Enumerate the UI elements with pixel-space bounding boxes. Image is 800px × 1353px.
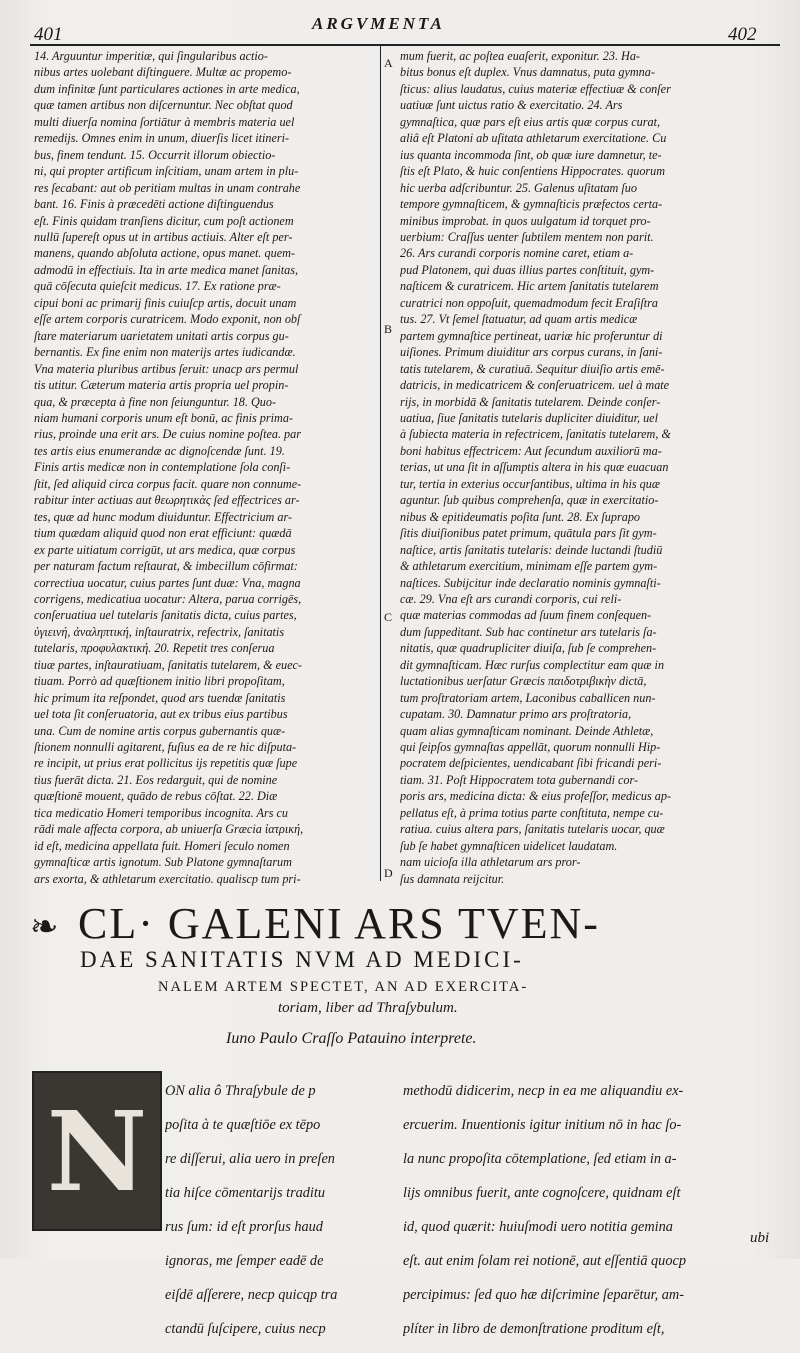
column-divider	[380, 45, 381, 881]
text-line: ſtare materiarum uarietatem unitati artis corpus gu-	[34, 328, 289, 343]
body-line: ercuerim. Inuentionis igitur initium nō in hac ſo-	[403, 1117, 682, 1134]
text-line: hic primum ita reſpondet, quod ars tuendæ ſanitatis	[34, 690, 286, 705]
text-line: tes, quæ ad hunc modum diuiduntur. Effectricium ar-	[34, 509, 293, 524]
text-line: quæ materias commodas ad ſuum finem conſequen-	[400, 608, 652, 623]
body-line: re diſſerui, alia uero in preſen	[165, 1151, 335, 1168]
text-line: luctationibus uerſatur Græcis παιδοτριβικὴν dictā,	[400, 674, 647, 689]
right-page-number: 402	[728, 24, 757, 45]
text-line: naſtice, artis ſanitatis tutelaris: deinde luctandi ſtudiū	[400, 542, 663, 557]
text-line: ni, qui propter artificum inſcitiam, unam artem in plu-	[34, 164, 299, 179]
text-line: tium quædam aliquid quod non erat efficiunt: quædā	[34, 526, 292, 541]
text-line: pellatus eſt, à prima totius parte conſtituta, nempe cu-	[400, 805, 664, 820]
text-line: tur, tertia in exterius occurſantibus, ultima in his quæ	[400, 476, 660, 491]
text-line: uel tota ſit conſeruatoria, aut ex tribus eius partibus	[34, 707, 288, 722]
text-line: tiuam. Porrò ad quæſtionem initio libri propoſitam,	[34, 674, 285, 689]
text-line: nullū ſupereſt opus ut in artibus actiuis. Alter eſt per-	[34, 229, 293, 244]
text-line: rabitur inter actiuas aut θεωρητικὰς ſed effectrices ar-	[34, 493, 300, 508]
text-line: & athletarum exercitium, minimam eſſe partem gym-	[400, 559, 658, 574]
text-line: ratiua. cuius altera pars, ſanitatis tutelaris uocar, quæ	[400, 822, 665, 837]
text-line: boni habitus effectricem: Aut ſecundum auxiliorū ma-	[400, 443, 662, 458]
text-line: rādi male affecta corpora, ab uniuerſa Græcia ἰατρική,	[34, 822, 304, 837]
header-rule	[30, 44, 780, 46]
text-line: aguntur. ſub quibus comprehenſa, quæ in exercitatio-	[400, 493, 659, 508]
running-head: ARGVMENTA	[312, 14, 445, 33]
text-line: gymnaſtica, quæ pars eſt eius artis quæ corpus curat,	[400, 114, 660, 129]
text-line: naſticem & curatricem. Hic artem ſanitatis tutelarem	[400, 279, 659, 294]
decorated-initial	[32, 1071, 162, 1231]
left-column-argument	[34, 48, 374, 887]
text-line: dum ſuppeditant. Sub hac continetur ars tutelaris ſa-	[400, 624, 657, 639]
margin-letter-b: B	[384, 322, 393, 336]
text-line: uiſiones. Primum diuiditur ars corpus curans, in ſani-	[400, 345, 663, 360]
body-line: poſita à te quæſtiōe ex tēpo	[165, 1117, 321, 1134]
body-line: eiſdē aſſerere, necp quicqp tra	[165, 1286, 338, 1303]
text-line: pocratem deſpicientes, uendicabant ſibi fricandi peri-	[400, 756, 662, 771]
text-line: tempore gymnaſticem, & gymnaſticis præfectos certa-	[400, 197, 663, 212]
text-line: ſtis eſt Plato, & huic conſentiens Hippocrates. quorum	[400, 164, 666, 179]
text-line: tius fuerāt dicta. 21. Eos redarguit, qui de nomine	[34, 772, 278, 787]
text-line: remedijs. Omnes enim in unum, diuerſis licet itineri-	[34, 131, 290, 146]
title-line-2: DAE SANITATIS NVM AD MEDICI-	[80, 947, 524, 972]
body-line: rus ſum: id eſt prorſus haud	[165, 1218, 323, 1235]
text-line: per naturam factum reſtaurat, & imbecillum cōfirmat:	[34, 559, 298, 574]
text-line: correctiua uocatur, cuius partes ſunt duæ: Vna, magna	[34, 575, 301, 590]
text-line: poris ars, medicina dicta: & eius profeſſor, medicus ap-	[400, 789, 672, 804]
text-line: 26. Ars curandi corporis nomine caret, etiam a-	[400, 246, 634, 261]
text-line: re incipit, ut prius erat pollicitus ijs repetitis quæ ſupe	[34, 756, 298, 771]
text-line: minibus improbat. in quos uulgatum id torquet pro-	[400, 213, 651, 228]
body-line: percipimus: ſed quo hæ diſcrimine ſeparētur, am-	[403, 1286, 685, 1303]
text-line: tiuæ partes, inſtauratiuam, ſanitatis tutelarem, & euec-	[34, 657, 302, 672]
body-line: eſt. aut enim ſolam rei notionē, aut eſſentiā quocp	[403, 1252, 686, 1269]
title-line-4: toriam, liber ad Thraſybulum.	[278, 1000, 458, 1016]
fleuron-ornament: ❧	[30, 909, 59, 946]
text-line: ſub ſe habet gymnaſticen uidelicet laudatam.	[400, 838, 618, 853]
text-line: tis utitur. Cæterum materia artis propria uel propin-	[34, 378, 289, 393]
text-line: ſtit, ſed aliquid circa corpus facit. quare non connume-	[34, 476, 302, 491]
text-line: nibus & epitideumatis poſita ſunt. 28. Ex ſuprapo	[400, 509, 641, 524]
body-line: la nunc propoſita cōtemplatione, ſed etiam in a-	[403, 1151, 677, 1168]
text-line: terias, ut una ſit in aſſumptis altera in his quæ euacuan	[400, 460, 669, 475]
text-line: nam uicioſa illa athletarum ars pror-	[400, 855, 581, 870]
text-line: dit gymnaſticam. Hæc rurſus complectitur eam quæ in	[400, 657, 665, 672]
text-line: uatiuæ ſunt uictus ratio & exercitatio. 24. Ars	[400, 98, 623, 113]
text-line: admodū in effectiuis. Ita in arte medica manet ſanitas,	[34, 262, 299, 277]
margin-letter-a: A	[384, 56, 393, 70]
text-line: rijs, in morbidā & ſanitatis tutelarem. Deinde conſer-	[400, 394, 661, 409]
text-line: quæſtionē mouent, quādo de rebus cōſtat. 22. Diæ	[34, 789, 278, 804]
text-line: bus, finem tendunt. 15. Occurrit illorum obiectio-	[34, 147, 276, 162]
title-line-3: NALEM ARTEM SPECTET, AN AD EXERCITA-	[158, 979, 529, 995]
text-line: tica medicatio Homeri temporibus incognita. Ars cu	[34, 805, 288, 820]
catchword: ubi	[750, 1230, 770, 1246]
text-line: qui ſeipſos gymnaſtas appellāt, quorum nonnulli Hip-	[400, 740, 661, 755]
text-line: tus. 27. Vt ſemel ſtatuatur, ad quam artis medicæ	[400, 312, 638, 327]
text-line: eſt. Finis quidam tranſiens dicitur, cum poſt actionem	[34, 213, 294, 228]
text-line: cipui boni ac primarij finis cuiuſcp artis, docuit unam	[34, 295, 297, 310]
text-line: corrigens, medicatiua uocatur: Altera, parua corrigēs,	[34, 591, 302, 606]
text-line: mum fuerit, ac poſtea euaſerit, exponitur. 23. Ha-	[400, 49, 640, 63]
text-line: eſſe artem corporis curatricem. Modo exponit, non obſ	[34, 312, 301, 327]
text-line: partem gymnaſtice pertineat, uariæ hic proferuntur di	[400, 328, 663, 343]
text-line: conſeruatiua uel tutelaris ſanitatis dicta, cuius partes,	[34, 608, 297, 623]
text-line: cupatam. 30. Damnatur primo ars proſtratoria,	[400, 707, 632, 722]
text-line: gymnaſticæ artis ignotum. Sub Platone gymnaſtarum	[34, 855, 292, 870]
translator-line: Iuno Paulo Craſſo Patauino interprete.	[226, 1030, 477, 1047]
text-line: ὑγιεινή, ἀναληπτική, inſtauratrix, refectrix, ſanitatis	[34, 624, 285, 639]
text-line: ius quanta incommoda ſint, ob quæ iure damnetur, te-	[400, 147, 662, 162]
text-line: ex parte uitiatum corrigūt, ut ars medica, quæ corpus	[34, 542, 296, 557]
text-line: datricis, in medicatricem & conſeruatricem. uel à mate	[400, 378, 670, 393]
text-line: multi diuerſa nomina ſortiātur à membris materia uel	[34, 114, 295, 129]
text-line: aliâ eſt Platoni ab uſitata athletarum exercitatione. Cu	[400, 131, 667, 146]
text-line: niam humani corporis unum eſt bonū, ac finis prima-	[34, 410, 293, 425]
text-line: à ſubiecta materia in refectricem, ſanitatis tutelarem, &	[400, 427, 671, 442]
text-line: qua, & præcepta à fine non ſeiunguntur. 18. Quo-	[34, 394, 277, 409]
text-line: ſitis diuiſionibus patet primum, quātula pars ſit gym-	[400, 526, 657, 541]
text-line: Finis artis medicæ non in contemplatione ſola conſi-	[34, 460, 291, 475]
margin-letter-c: C	[384, 610, 393, 624]
body-text-right	[403, 1068, 775, 1353]
text-line: una. Cum de nomine artis corpus gubernantis quæ-	[34, 723, 286, 738]
text-line: bant. 16. Finis à præcedēti actione diſtinguendus	[34, 197, 274, 212]
text-line: ſus damnata reijcitur.	[400, 871, 505, 886]
text-line: quā cōſecuta quieſcit medicus. 17. Ex ratione præ-	[34, 279, 281, 294]
text-line: rius, proinde una erit ars. De cuius nomine poſtea. par	[34, 427, 301, 442]
body-line: tia hiſce cōmentarijs traditu	[165, 1184, 326, 1201]
text-line: naſtices. Subijcitur inde declaratio nominis gymnaſti-	[400, 575, 661, 590]
text-line: ſticus: alius laudatus, cuius materiæ effectiuæ & conſer	[400, 81, 671, 96]
body-line: plíter in libro de demonſtratione proditum eſt,	[403, 1320, 665, 1337]
body-line: ignoras, me ſemper eadē de	[165, 1252, 324, 1269]
text-line: bitus bonus eſt duplex. Vnus damnatus, puta gymna-	[400, 65, 655, 80]
text-line: cæ. 29. Vna eſt ars curandi corporis, cui reli-	[400, 591, 622, 606]
text-line: res ſecabant: aut ob peritiam multas in unam contrahe	[34, 180, 301, 195]
text-line: uerbium: Craſſus uenter ſubtilem mentem non parit.	[400, 229, 654, 244]
body-line: methodū didicerim, necp in ea me aliquandiu ex-	[403, 1083, 684, 1100]
body-line: ctandū ſuſcipere, cuius necp	[165, 1320, 326, 1337]
initial-letter: N	[46, 1086, 148, 1216]
text-line: nitatis, quæ quadrupliciter diuiſa, ſub ſe comprehen-	[400, 641, 657, 656]
text-line: ſtionem nonnulli agitarent, fuſius ea de re hic diſputa-	[34, 740, 297, 755]
right-column-argument	[400, 48, 768, 887]
text-line: ars exorta, & athletarum exercitatio. qualiscp tum pri-	[34, 871, 301, 886]
text-line: dum infinitæ ſunt particulares actiones in arte medica,	[34, 81, 300, 96]
body-text-left	[165, 1068, 385, 1353]
body-line: lijs omnibus fuerit, ante cognoſcere, quidnam eſt	[403, 1184, 681, 1201]
text-line: tatis tutelarem, & curatiuā. Sequitur diuiſio artis emē-	[400, 361, 665, 376]
text-line: quæ tamen artibus non diſcernuntur. Nec obſtat quod	[34, 98, 293, 113]
body-line: ON alia ô Thraſybule de p	[165, 1083, 316, 1100]
text-line: tum proſtratoriam artem, Laconibus caballicen nun-	[400, 690, 656, 705]
text-line: tutelaris, προφυλακτική. 20. Repetit tres conſerua	[34, 641, 275, 656]
text-line: bernantis. Ex fine enim non materijs artes iudicandæ.	[34, 345, 296, 360]
text-line: tes artis eius enumerandæ ac dignoſcendæ ſunt. 19.	[34, 443, 285, 458]
text-line: tiam. 31. Poſt Hippocratem tota gubernandi cor-	[400, 772, 639, 787]
text-line: 14. Arguuntur imperitiæ, qui ſingularibus actio-	[34, 49, 268, 63]
text-line: quam alias gymnaſticam nominant. Deinde Athletæ,	[400, 723, 654, 738]
margin-letter-d: D	[384, 866, 393, 880]
left-page-number: 401	[34, 24, 63, 45]
text-line: Vna materia pluribus artibus ſeruit: unacp ars permul	[34, 361, 299, 376]
text-line: hic uerba adſcribuntur. 25. Galenus uſitatam ſuo	[400, 180, 637, 195]
text-line: uatiua, ſiue ſanitatis tutelaris dupliciter diuiditur, uel	[400, 410, 658, 425]
text-line: pud Platonem, qui duas illius partes conſtituit, gym-	[400, 262, 655, 277]
text-line: nibus artes uolebant diſtinguere. Multæ ac propemo-	[34, 65, 292, 80]
body-line: id, quod quærit: huiuſmodi uero notitia gemina	[403, 1218, 673, 1235]
text-line: curatrici non oppoſuit, quemadmodum fecit Eraſiſtra	[400, 295, 658, 310]
title-line-1: CL· GALENI ARS TVEN-	[78, 899, 600, 948]
text-line: manens, quando abſoluta actione, opus manet. quem-	[34, 246, 295, 261]
text-line: id eſt, medicina appellata fuit. Homeri ſeculo nomen	[34, 838, 290, 853]
